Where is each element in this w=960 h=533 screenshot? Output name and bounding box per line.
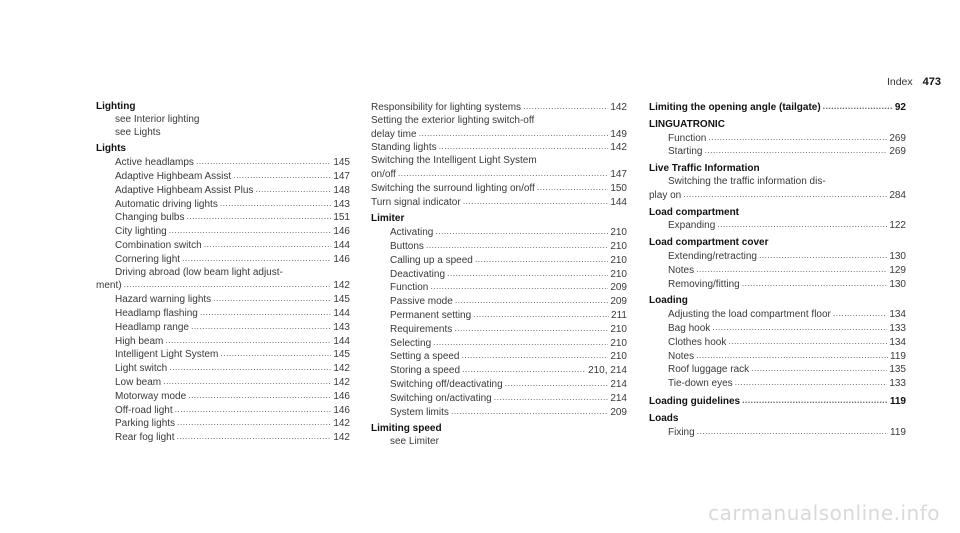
subentry-text: Setting the exterior lighting switch-off — [371, 114, 535, 126]
subentry-text: see Lights — [115, 126, 161, 138]
dot-leader — [462, 349, 609, 363]
subentry-text: Adaptive Highbeam Assist Plus — [115, 184, 254, 196]
page-ref: 210 — [610, 323, 627, 335]
dot-leader — [742, 394, 888, 408]
index-subentry — [371, 309, 627, 323]
index-subentry — [96, 321, 350, 335]
page-ref: 211 — [611, 309, 627, 321]
section-title: Index — [886, 76, 913, 88]
dot-leader — [759, 249, 887, 263]
subentry-text: Headlamp range — [115, 321, 189, 333]
subentry-text: Responsibility for lighting systems — [371, 102, 522, 113]
heading-text: Loading guidelines — [649, 395, 741, 407]
page-ref: 92 — [894, 102, 906, 113]
subentry-text: Selecting — [390, 337, 432, 349]
page-ref: 119 — [890, 350, 906, 362]
index-subentry — [649, 278, 906, 292]
subentry-text: Cornering light — [115, 253, 181, 265]
page-ref: 133 — [889, 322, 906, 334]
dot-leader — [191, 320, 331, 334]
index-subentry — [371, 350, 627, 364]
subentry-text: Adjusting the load compartment floor — [668, 309, 831, 321]
page-ref: 148 — [333, 184, 350, 196]
index-subentry — [371, 196, 627, 210]
subentry-text: Rear fog light — [115, 432, 175, 444]
page-ref: 146 — [333, 226, 350, 238]
page-ref: 269 — [889, 146, 906, 158]
subentry-text: Switching the traffic information dis- — [668, 175, 826, 187]
subentry-text: Deactivating — [390, 268, 446, 280]
page-ref: 145 — [333, 349, 350, 361]
dot-leader — [124, 278, 332, 292]
subentry-text: Turn signal indicator — [371, 196, 461, 208]
subentry-text: Switching the Intelligent Light System — [371, 155, 537, 167]
index-subentry — [371, 240, 627, 254]
page-ref: 209 — [610, 282, 627, 294]
page-ref: 210, 214 — [588, 365, 627, 377]
page-header — [887, 76, 941, 88]
index-heading — [649, 163, 906, 176]
subentry-text: Headlamp flashing — [115, 307, 198, 319]
index-subentry — [649, 145, 906, 159]
index-subentry — [96, 114, 350, 127]
page-ref: 142 — [333, 280, 350, 292]
heading-text: Limiter — [371, 213, 405, 225]
index-subentry — [96, 390, 350, 404]
index-entry — [96, 143, 350, 445]
page-ref: 144 — [610, 196, 627, 208]
index-subentry — [96, 184, 350, 198]
page-ref: 144 — [333, 335, 350, 347]
index-entry — [371, 101, 627, 209]
dot-leader — [717, 218, 887, 232]
index-subentry — [371, 406, 627, 420]
index-subentry — [649, 426, 906, 440]
heading-text: Lights — [96, 143, 126, 155]
subentry-text: Driving abroad (low beam light adjust- — [115, 266, 283, 278]
index-subentry — [371, 141, 627, 155]
heading-text: Load compartment cover — [649, 237, 769, 249]
subentry-text: Light switch — [115, 363, 168, 375]
index-heading — [96, 101, 350, 114]
dot-leader — [433, 336, 608, 350]
dot-leader — [712, 321, 887, 335]
dot-leader — [494, 391, 609, 405]
subentry-text: Off-road light — [115, 404, 173, 416]
page-ref: 119 — [890, 426, 906, 438]
index-subentry — [371, 182, 627, 196]
subentry-text: Removing/fitting — [668, 278, 740, 290]
subentry-text: Clothes hook — [668, 336, 727, 348]
subentry-text: Function — [390, 282, 429, 294]
dot-leader — [255, 183, 331, 197]
index-subentry — [371, 168, 627, 182]
index-subentry — [649, 250, 906, 264]
dot-leader — [683, 188, 887, 202]
index-subentry — [649, 336, 906, 350]
subentry-text: Expanding — [668, 220, 716, 232]
page-ref: 134 — [889, 336, 906, 348]
index-subentry — [96, 362, 350, 376]
index-subentry — [649, 264, 906, 278]
index-heading — [649, 101, 906, 115]
dot-leader — [697, 425, 888, 439]
dot-leader — [704, 144, 887, 158]
page-ref: 210 — [610, 268, 627, 280]
page-ref: 284 — [889, 189, 906, 201]
subentry-text: Low beam — [115, 376, 162, 388]
page-ref: 134 — [889, 309, 906, 321]
page-ref: 145 — [333, 294, 350, 306]
page-ref: 142 — [610, 142, 627, 154]
page-ref: 151 — [333, 212, 350, 224]
index-subentry — [371, 364, 627, 378]
dot-leader — [523, 100, 608, 114]
dot-leader — [696, 349, 888, 363]
page-ref: 146 — [333, 404, 350, 416]
index-entry — [649, 207, 906, 234]
index-heading — [649, 395, 906, 409]
page-ref: 149 — [610, 128, 627, 140]
page-ref: 130 — [889, 278, 906, 290]
subentry-text: High beam — [115, 335, 164, 347]
index-subentry — [96, 417, 350, 431]
subentry-text: Automatic driving lights — [115, 198, 218, 210]
page-ref: 214 — [610, 378, 627, 390]
page-ref: 144 — [333, 307, 350, 319]
subentry-text: Notes — [668, 264, 695, 276]
subentry-text: play on — [649, 189, 682, 201]
index-subentry — [96, 293, 350, 307]
page-ref: 210 — [610, 227, 627, 239]
page-ref: 210 — [610, 254, 627, 266]
subentry-text: Switching the surround lighting on/off — [371, 182, 535, 194]
heading-text: Load compartment — [649, 206, 740, 218]
index-subentry — [371, 254, 627, 268]
dot-leader — [735, 376, 888, 390]
page-ref: 142 — [333, 376, 350, 388]
dot-leader — [165, 334, 331, 348]
index-subentry — [96, 156, 350, 170]
subentry-text: Permanent setting — [390, 309, 472, 321]
page-ref: 147 — [333, 170, 350, 182]
heading-text: Lighting — [96, 101, 136, 112]
index-subentry — [371, 226, 627, 240]
dot-leader — [182, 252, 331, 266]
page-ref: 209 — [610, 406, 627, 418]
subentry-text: Switching on/activating — [390, 392, 492, 404]
dot-leader — [196, 155, 331, 169]
index-subentry — [649, 350, 906, 364]
subentry-text: Adaptive Highbeam Assist — [115, 170, 232, 182]
dot-leader — [462, 363, 586, 377]
subentry-text: Intelligent Light System — [115, 349, 219, 361]
subentry-text: Setting a speed — [390, 351, 460, 363]
index-entry — [649, 163, 906, 202]
subentry-text: Function — [668, 132, 707, 144]
dot-leader — [177, 416, 331, 430]
index-entry — [649, 295, 906, 391]
page-ref: 147 — [610, 168, 627, 180]
page-ref: 146 — [333, 390, 350, 402]
heading-text: Loading — [649, 295, 688, 307]
index-subentry — [649, 363, 906, 377]
index-column-3 — [649, 101, 906, 439]
page-ref: 210 — [610, 337, 627, 349]
page-ref: 122 — [889, 220, 906, 232]
index-subentry — [371, 295, 627, 309]
heading-text: LINGUATRONIC — [649, 118, 725, 130]
subentry-text: Hazard warning lights — [115, 294, 212, 306]
index-entry — [371, 213, 627, 419]
dot-leader — [187, 210, 332, 224]
subentry-text: Activating — [390, 227, 434, 239]
index-subentry — [371, 436, 627, 449]
heading-text: Limiting speed — [371, 423, 442, 435]
dot-leader — [823, 100, 893, 114]
index-subentry — [96, 279, 350, 293]
subentry-text: delay time — [371, 128, 417, 140]
dot-leader — [398, 167, 608, 181]
dot-leader — [213, 292, 331, 306]
index-subentry — [371, 281, 627, 295]
subentry-text: Combination switch — [115, 239, 202, 251]
dot-leader — [751, 362, 887, 376]
subentry-text: see Interior lighting — [115, 113, 200, 125]
index-subentry — [371, 337, 627, 351]
subentry-text: City lighting — [115, 226, 167, 238]
index-subentry — [371, 128, 627, 142]
page-ref: 129 — [889, 264, 906, 276]
subentry-text: Requirements — [390, 323, 453, 335]
page-ref: 214 — [610, 392, 627, 404]
index-subentry — [96, 307, 350, 321]
page-ref: 146 — [333, 253, 350, 265]
dot-leader — [696, 263, 887, 277]
index-subentry — [96, 239, 350, 253]
subentry-text: Active headlamps — [115, 157, 194, 169]
index-entry — [649, 413, 906, 440]
heading-text: Loads — [649, 412, 679, 424]
subentry-text: Extending/retracting — [668, 250, 757, 262]
subentry-text: Passive mode — [390, 296, 453, 308]
dot-leader — [200, 306, 331, 320]
page-ref: 143 — [333, 321, 350, 333]
subentry-text: Fixing — [668, 426, 695, 438]
dot-leader — [435, 225, 608, 239]
dot-leader — [169, 224, 332, 238]
subentry-text: ment) — [96, 280, 122, 292]
dot-leader — [426, 239, 608, 253]
dot-leader — [204, 238, 332, 252]
watermark: carmanualsonline.info — [708, 501, 940, 525]
dot-leader — [176, 430, 331, 444]
index-entry — [649, 119, 906, 159]
page-ref: 210 — [610, 351, 627, 363]
subentry-text: Calling up a speed — [390, 254, 473, 266]
dot-leader — [475, 253, 608, 267]
page-ref: 130 — [889, 250, 906, 262]
index-subentry — [96, 431, 350, 445]
index-subentry — [96, 335, 350, 349]
heading-text: Live Traffic Information — [649, 163, 760, 175]
dot-leader — [473, 308, 609, 322]
page-ref: 135 — [889, 364, 906, 376]
dot-leader — [463, 195, 609, 209]
dot-leader — [728, 335, 887, 349]
subentry-text: Motorway mode — [115, 390, 187, 402]
index-subentry — [649, 308, 906, 322]
dot-leader — [188, 389, 331, 403]
dot-leader — [742, 277, 888, 291]
index-subentry — [96, 225, 350, 239]
subentry-text: on/off — [371, 168, 396, 180]
index-subentry — [96, 211, 350, 225]
dot-leader — [163, 375, 331, 389]
heading-text: Limiting the opening angle (tailgate) — [649, 102, 821, 113]
index-column-1 — [96, 101, 350, 445]
index-subentry — [96, 127, 350, 140]
page-ref: 210 — [610, 240, 627, 252]
subentry-text: Switching off/deactivating — [390, 378, 503, 390]
page-number: 473 — [922, 76, 941, 88]
index-entry — [96, 101, 350, 139]
index-heading — [371, 423, 627, 436]
page-ref: 133 — [889, 378, 906, 390]
subentry-text: see Limiter — [390, 436, 439, 448]
index-entry — [371, 423, 627, 449]
page-ref: 142 — [610, 102, 627, 113]
subentry-text: Roof luggage rack — [668, 364, 750, 376]
index-subentry — [96, 198, 350, 212]
index-subentry — [96, 348, 350, 362]
page-ref: 144 — [333, 239, 350, 251]
index-subentry — [649, 322, 906, 336]
index-subentry — [649, 377, 906, 391]
index-subentry — [371, 323, 627, 337]
index-subentry — [96, 170, 350, 184]
dot-leader — [430, 280, 608, 294]
index-column-2 — [371, 101, 627, 449]
page-ref: 269 — [889, 132, 906, 144]
subentry-text: Bag hook — [668, 322, 711, 334]
index-subentry — [649, 219, 906, 233]
dot-leader — [537, 181, 609, 195]
dot-leader — [233, 169, 331, 183]
page-ref: 209 — [610, 296, 627, 308]
index-entry — [649, 237, 906, 291]
page-ref: 142 — [333, 363, 350, 375]
index-entry — [649, 101, 906, 115]
dot-leader — [439, 140, 609, 154]
dot-leader — [833, 307, 887, 321]
subentry-text: Buttons — [390, 240, 424, 252]
dot-leader — [220, 197, 331, 211]
dot-leader — [455, 294, 609, 308]
dot-leader — [454, 322, 608, 336]
index-subentry — [649, 189, 906, 203]
index-subentry — [649, 132, 906, 146]
subentry-text: Notes — [668, 350, 695, 362]
index-subentry — [371, 268, 627, 282]
index-subentry — [371, 392, 627, 406]
page-ref: 150 — [610, 182, 627, 194]
dot-leader — [708, 131, 887, 145]
dot-leader — [220, 347, 331, 361]
page-ref: 143 — [333, 198, 350, 210]
subentry-text: Changing bulbs — [115, 212, 185, 224]
index-subentry — [371, 101, 627, 115]
dot-leader — [175, 403, 332, 417]
dot-leader — [169, 361, 331, 375]
subentry-text: Standing lights — [371, 142, 437, 154]
page-ref: 142 — [333, 432, 350, 444]
subentry-text: Parking lights — [115, 418, 176, 430]
subentry-text: Starting — [668, 146, 703, 158]
page-ref: 145 — [333, 157, 350, 169]
subentry-text: System limits — [390, 406, 449, 418]
index-subentry — [371, 378, 627, 392]
page-ref: 142 — [333, 418, 350, 430]
subentry-text: Tie-down eyes — [668, 378, 733, 390]
dot-leader — [451, 405, 608, 419]
dot-leader — [505, 377, 609, 391]
dot-leader — [447, 267, 608, 281]
subentry-text: Storing a speed — [390, 365, 461, 377]
index-subentry — [96, 253, 350, 267]
index-subentry — [96, 376, 350, 390]
page-ref: 119 — [889, 395, 906, 407]
dot-leader — [419, 127, 609, 141]
index-entry — [649, 395, 906, 409]
index-subentry — [96, 404, 350, 418]
